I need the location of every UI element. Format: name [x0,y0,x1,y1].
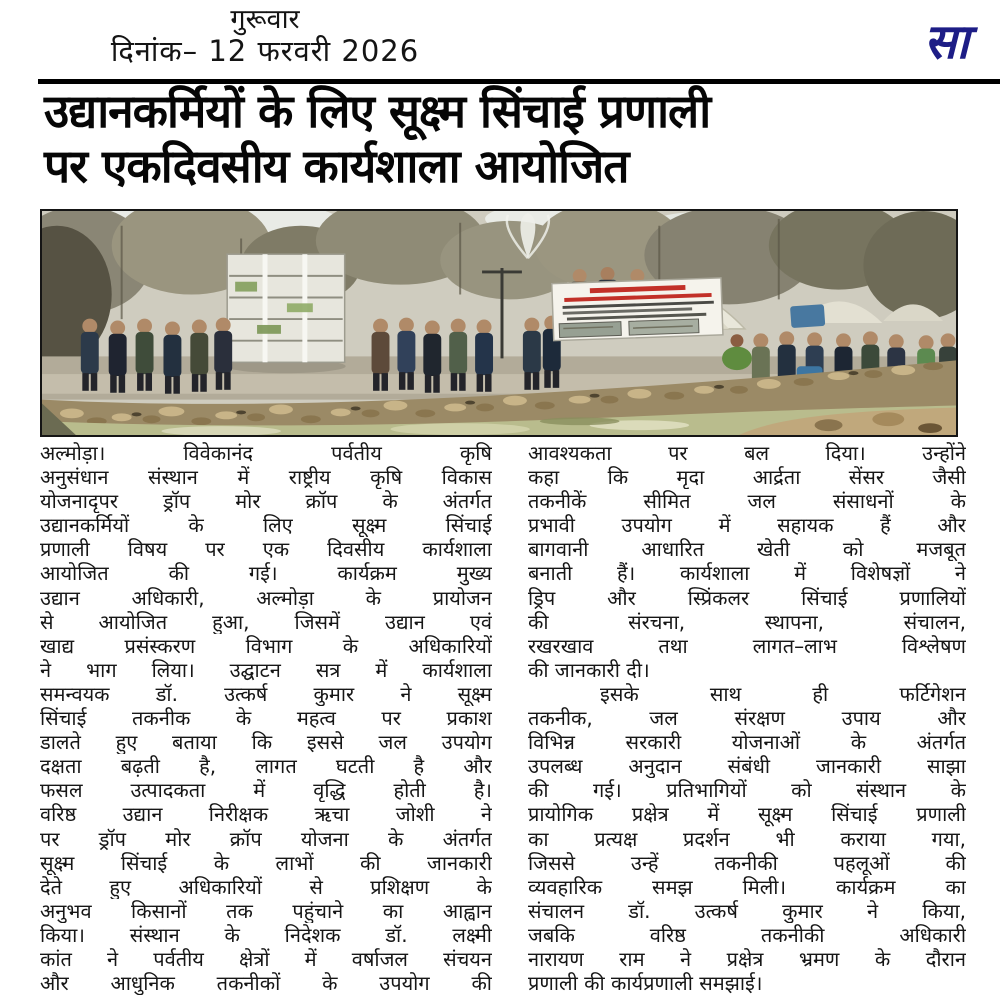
article-text-line: की जानकारी दी। [528,657,650,682]
article-text-line: अल्मोड़ा। विवेकानंद पर्वतीय कृषि [40,441,492,465]
article-text-line: जबकि वरिष्ठ तकनीकी अधिकारी [528,922,966,947]
article-text-line: खाद्य प्रसंस्करण विभाग के अधिकारियों [40,633,492,658]
article-text-line: योजनादृपर ड्रॉप मोर क्रॉप के अंतर्गत [40,489,492,514]
photo-scene [42,211,956,435]
article-text-line: दक्षता बढ़ती है, लागत घटती है और [40,754,492,779]
article-text-line: उद्यानकर्मियों के लिए सूक्ष्म सिंचाई [40,513,492,538]
headline-line-2: पर एकदिवसीय कार्यशाला आयोजित [44,139,629,194]
article-photo [40,209,958,437]
article-text-line: उपलब्ध अनुदान संबंधी जानकारी साझा [528,754,966,779]
article-column-right [528,441,966,995]
article-text-line: प्रभावी उपयोग में सहायक हैं और [528,513,966,538]
article-text-line: प्रणाली की कार्यप्रणाली समझाई। [528,971,763,996]
article-text-line: आवश्यकता पर बल दिया। उन्होंने [528,441,966,465]
article-text-line: आयोजित की गई। कार्यक्रम मुख्य [40,561,492,586]
article-text-line: विभिन्न सरकारी योजनाओं के अंतर्गत [528,730,966,755]
article-text-line: वरिष्ठ उद्यान निरीक्षक ऋचा जोशी ने [40,802,492,827]
article-text-line: अनुभव किसानों तक पहुंचाने का आह्वान [40,898,492,923]
article-text-line: ड्रिप और स्प्रिंकलर सिंचाई प्रणालियों [528,585,966,610]
article-text-line: तकनीक, जल संरक्षण उपाय और [528,706,966,731]
article-text-line: समन्वयक डॉ. उत्कर्ष कुमार ने सूक्ष्म [40,681,492,706]
article-text-line: रखरखाव तथा लागत–लाभ विश्लेषण [528,633,966,658]
article-headline [44,84,960,194]
article-text-line: प्रणाली विषय पर एक दिवसीय कार्यशाला [40,537,492,562]
article-text-line: तकनीकें सीमित जल संसाधनों के [528,489,966,514]
article-column-left [40,441,492,995]
article-text-line: से आयोजित हुआ, जिसमें उद्यान एवं [40,609,492,634]
article-text-line: डालते हुए बताया कि इससे जल उपयोग [40,730,492,755]
article-text-line: सिंचाई तकनीक के महत्व पर प्रकाश [40,706,492,731]
headline-line-1: उद्यानकर्मियों के लिए सूक्ष्म सिंचाई प्रणाली [44,84,711,138]
article-text-line: की संरचना, स्थापना, संचालन, [528,609,966,634]
weekday-label: गुरूवार [230,4,300,35]
article-text-line: सूक्ष्म सिंचाई के लाभों की जानकारी [40,850,492,875]
article-text-line: ने भाग लिया। उद्घाटन सत्र में कार्यशाला [40,657,492,682]
article-text-line: किया। संस्थान के निदेशक डॉ. लक्ष्मी [40,922,492,947]
article-text-line: नारायण राम ने प्रक्षेत्र भ्रमण के दौरान [528,946,966,971]
article-text-line: कहा कि मृदा आर्द्रता सेंसर जैसी [528,465,966,490]
article-text-line: का प्रत्यक्ष प्रदर्शन भी कराया गया, [528,826,966,851]
article-text-line: प्रायोगिक प्रक्षेत्र में सूक्ष्म सिंचाई प्रणाली [528,802,966,827]
article-text-line: उद्यान अधिकारी, अल्मोड़ा के प्रायोजन [40,585,492,610]
article-text-line: बनाती हैं। कार्यशाला में विशेषज्ञों ने [528,561,966,586]
article-text-line: व्यवहारिक समझ मिली। कार्यक्रम का [528,874,966,899]
masthead-text: सा [924,14,969,70]
date-label: दिनांक– 12 फरवरी 2026 [110,34,420,69]
article-text-line: कांत ने पर्वतीय क्षेत्रों में वर्षाजल संचयन [40,946,492,971]
article-text-line: अनुसंधान संस्थान में राष्ट्रीय कृषि विकास [40,465,492,490]
article-text-line: पर ड्रॉप मोर क्रॉप योजना के अंतर्गत [40,826,492,851]
workshop-banner [552,278,723,341]
article-text-line: और आधुनिक तकनीकों के उपयोग की [40,971,492,996]
article-text-line: इसके साथ ही फर्टिगेशन [600,681,966,706]
article-text-line: देते हुए अधिकारियों से प्रशिक्षण के [40,874,492,899]
article-text-line: की गई। प्रतिभागियों को संस्थान के [528,778,966,803]
article-text-line: जिससे उन्हें तकनीकी पहलूओं की [528,850,966,875]
article-text-line: फसल उत्पादकता में वृद्धि होती है। [40,778,492,803]
article-text-line: संचालन डॉ. उत्कर्ष कुमार ने किया, [528,898,966,923]
newspaper-masthead-fragment [924,8,1000,70]
article-text-line: बागवानी आधारित खेती को मजबूत [528,537,966,562]
dateline-block [72,4,458,68]
rack-structure [226,254,345,373]
